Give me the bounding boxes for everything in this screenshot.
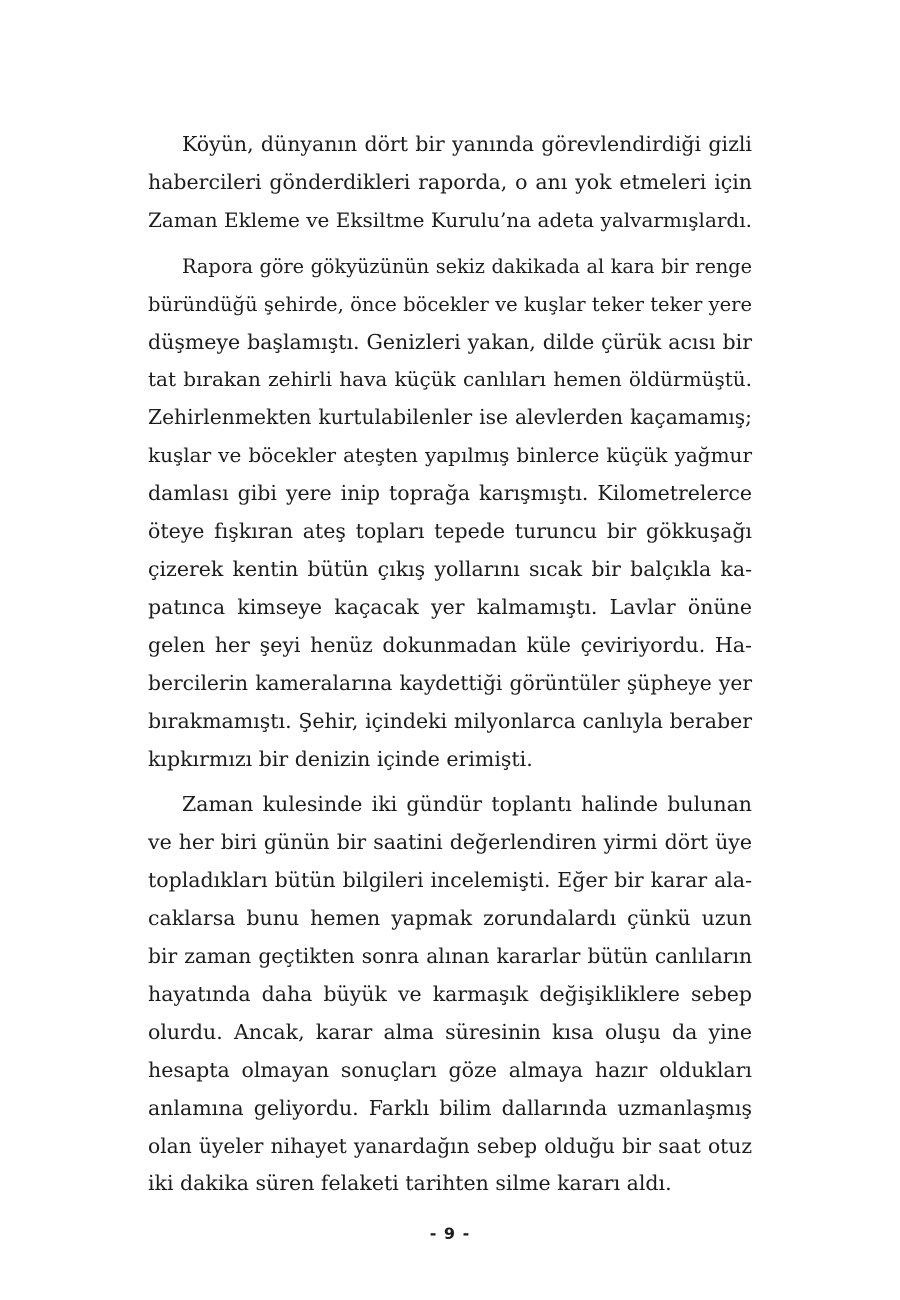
- text-line: hayatında daha büyük ve karmaşık değişikliklere sebep: [148, 981, 752, 1006]
- text-line: olurdu. Ancak, karar alma süresinin kısa oluşu da yine: [148, 1019, 752, 1044]
- paragraph-2: [148, 248, 752, 779]
- text-line: bir zaman geçtikten sonra alınan kararlar bütün canlıların: [148, 944, 752, 969]
- text-line: hesapta olmayan sonuçları göze almaya hazır oldukları: [148, 1057, 752, 1082]
- text-line: olan üyeler nihayet yanardağın sebep olduğu bir saat otuz: [148, 1133, 752, 1158]
- text-line: Zaman Ekleme ve Eksiltme Kurulu’na adeta yalvarmışlardı.: [148, 207, 752, 232]
- text-line: Zehirlenmekten kurtulabilenler ise alevlerden kaçamamış;: [148, 405, 752, 430]
- text-line: çizerek kentin bütün çıkış yollarını sıcak bir balçıkla ka-: [148, 556, 752, 581]
- text-line: tat bırakan zehirli hava küçük canlıları hemen öldürmüştü.: [148, 367, 752, 392]
- text-line: düşmeye başlamıştı. Genizleri yakan, dilde çürük acısı bir: [148, 329, 752, 354]
- text-line: Köyün, dünyanın dört bir yanında görevlendirdiği gizli: [182, 132, 752, 156]
- text-line: damlası gibi yere inip toprağa karışmıştı. Kilometrelerce: [148, 481, 752, 506]
- text-line: öteye fışkıran ateş topları tepede turuncu bir gökkuşağı: [148, 519, 752, 544]
- text-line: caklarsa bunu hemen yapmak zorundalardı çünkü uzun: [148, 906, 752, 931]
- text-line: büründüğü şehirde, önce böcekler ve kuşlar teker teker yere: [148, 292, 752, 316]
- text-line: kıpkırmızı bir denizin içinde erimişti.: [148, 746, 533, 771]
- body-text: [148, 126, 752, 1203]
- text-line: anlamına geliyordu. Farklı bilim dallarında uzmanlaşmış: [148, 1095, 752, 1120]
- text-line: topladıkları bütün bilgileri incelemişti. Eğer bir karar ala-: [148, 868, 752, 893]
- text-line: bırakmamıştı. Şehir, içindeki milyonlarca canlıyla beraber: [148, 708, 752, 733]
- page-number: - 9 -: [429, 1224, 471, 1243]
- book-page: [148, 126, 752, 1211]
- text-line: patınca kimseye kaçacak yer kalmamıştı. Lavlar önüne: [148, 594, 752, 619]
- text-line: gelen her şeyi henüz dokunmadan küle çeviriyordu. Ha-: [148, 632, 752, 657]
- paragraph-1: [148, 126, 752, 240]
- text-line: iki dakika süren felaketi tarihten silme kararı aldı.: [148, 1171, 672, 1196]
- paragraph-3: [148, 786, 752, 1203]
- text-line: bercilerin kameralarına kaydettiği görüntüler şüpheye yer: [148, 670, 752, 695]
- text-line: Zaman kulesinde iki gündür toplantı halinde bulunan: [182, 792, 752, 817]
- text-line: Rapora göre gökyüzünün sekiz dakikada al kara bir renge: [182, 254, 752, 278]
- text-line: habercileri gönderdikleri raporda, o anı yok etmeleri için: [148, 169, 752, 194]
- text-line: kuşlar ve böcekler ateşten yapılmış binlerce küçük yağmur: [148, 443, 752, 468]
- text-line: ve her biri günün bir saatini değerlendiren yirmi dört üye: [148, 830, 752, 855]
